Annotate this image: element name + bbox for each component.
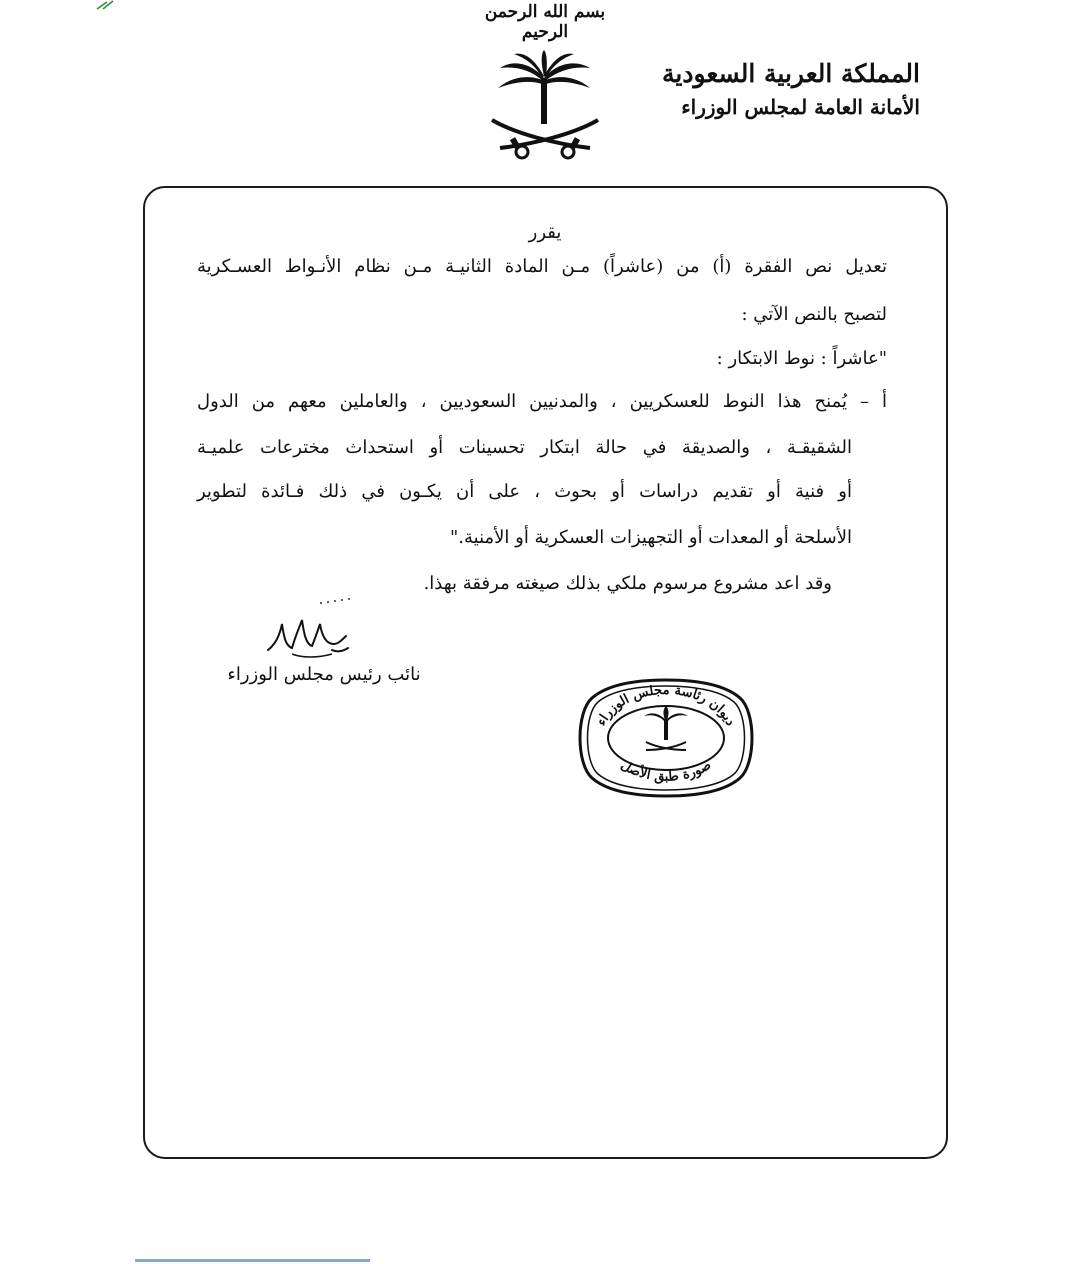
palm-swords-emblem-icon — [486, 48, 604, 164]
decision-heading: يقرر — [528, 222, 562, 243]
body-line-2: لتصبح بالنص الآتي : — [741, 304, 887, 325]
scan-dots — [318, 596, 352, 606]
official-seal — [574, 676, 758, 800]
corner-mark — [95, 0, 117, 10]
body-line-4: أ – يُمنح هذا النوط للعسكريين ، والمدنيين السعوديين ، والعاملين معهم من الدول — [197, 391, 887, 412]
svg-text:صورة طبق الأصل: صورة طبق الأصل — [617, 757, 715, 785]
svg-text:ديوان رئاسة مجلس الوزراء: ديوان رئاسة مجلس الوزراء — [594, 682, 738, 729]
body-line-7: الأسلحة أو المعدات أو التجهيزات العسكرية أو الأمنية." — [449, 527, 852, 548]
body-line-5: الشقيقـة ، والصديقة في حالة ابتكار تحسينات أو استحداث مخترعات علميـة — [197, 437, 852, 458]
footer-scan-mark — [135, 1258, 370, 1263]
letterhead — [662, 56, 920, 122]
handwritten-signature — [262, 614, 354, 664]
signer-title: نائب رئيس مجلس الوزراء — [227, 664, 421, 685]
basmala: بسم الله الرحمن الرحيم — [484, 2, 606, 42]
body-line-1: تعديل نص الفقرة (أ) من (عاشراً) مـن المادة الثانيـة مـن نظام الأنـواط العسـكرية — [197, 256, 887, 277]
body-line-8: وقد اعد مشروع مرسوم ملكي بذلك صيغته مرفقة بهذا. — [423, 573, 832, 594]
secretariat-name: الأمانة العامة لمجلس الوزراء — [681, 95, 920, 119]
body-line-6: أو فنية أو تقديم دراسات أو بحوث ، على أن يكـون في ذلك فـائدة لتطوير — [197, 481, 852, 502]
body-line-3: "عاشراً : نوط الابتكار : — [716, 348, 887, 369]
kingdom-name: المملكة العربية السعودية — [661, 59, 920, 88]
